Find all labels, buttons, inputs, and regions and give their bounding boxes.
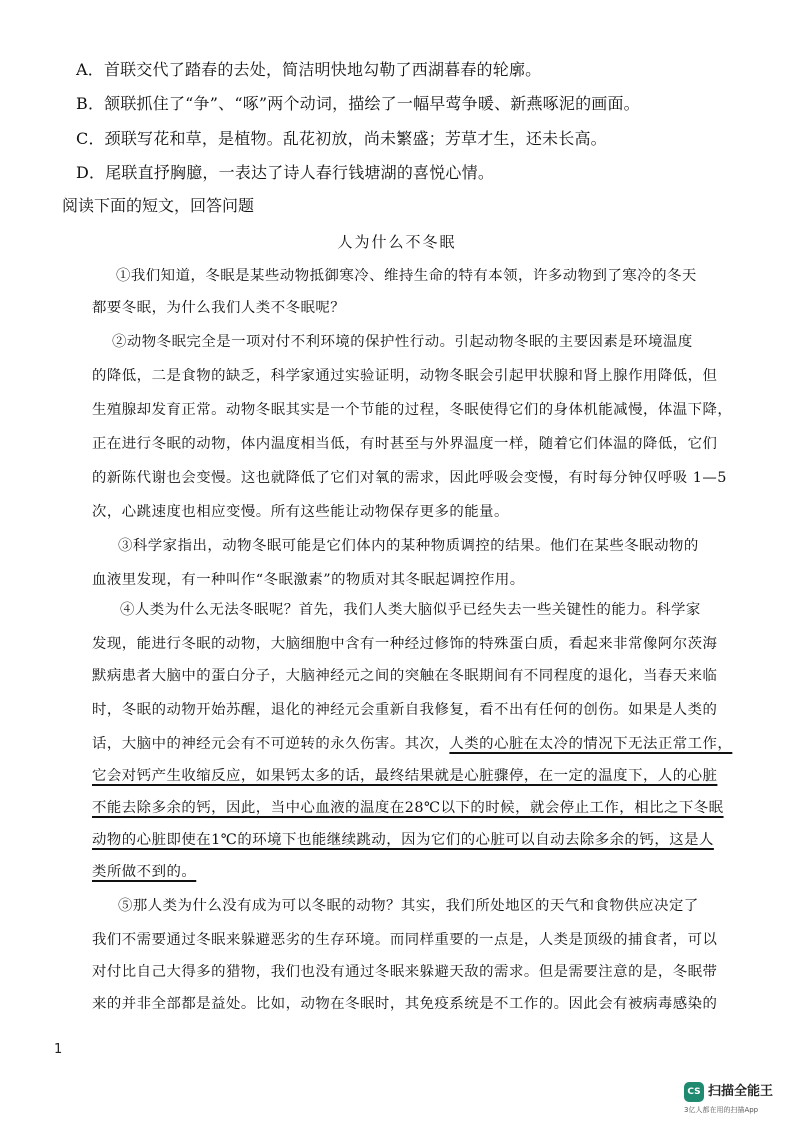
page-number: 1: [54, 1042, 63, 1057]
option-b: B．颔联抓住了“争”、“啄”两个动词，描绘了一幅早莺争暖、新燕啄泥的画面。: [76, 94, 640, 113]
article-title: 人为什么不冬眠: [337, 233, 457, 251]
underlined-passage-line-2: 它会对钙产生收缩反应，如果钙太多的话，最终结果就是心脏骤停，在一定的温度下，人的心脏: [92, 768, 718, 784]
underlined-passage-line-4: 动物的心脏即使在1℃的环境下也能继续跳动，因为它们的心脏可以自动去除多余的钙，这是人: [92, 832, 714, 848]
paragraph-4-line-5: [92, 734, 732, 754]
paragraph-4-line-5-plain: 话，大脑中的神经元会有不可逆转的永久伤害。其次，: [92, 736, 450, 752]
paragraph-2-line-4: 正在进行冬眠的动物，体内温度相当低，有时甚至与外界温度一样，随着它们体温的降低，它们: [92, 436, 718, 452]
underlined-passage-start: 人类的心脏在太冷的情况下无法正常工作，: [449, 736, 733, 752]
underlined-passage-line-3: 不能去除多余的钙，因此，当中心血液的温度在28℃以下的时候，就会停止工作，相比之下冬眠: [92, 800, 724, 816]
paragraph-4-line-2: 发现，能进行冬眠的动物，大脑细胞中含有一种经过修饰的特殊蛋白质，看起来非常像阿尔茨海: [92, 636, 718, 652]
paragraph-2-line-5: 的新陈代谢也会变慢。这也就降低了它们对氧的需求，因此呼吸会变慢，有时每分钟仅呼吸 1—5: [92, 470, 727, 486]
scanner-watermark: [684, 1078, 788, 1116]
underlined-passage-line-5: 类所做不到的。: [92, 864, 197, 880]
paragraph-3-line-1: ③科学家指出，动物冬眠可能是它们体内的某种物质调控的结果。他们在某些冬眠动物的: [118, 538, 699, 554]
paragraph-5-line-1: ⑤那人类为什么没有成为可以冬眠的动物？其实，我们所处地区的天气和食物供应决定了: [118, 898, 699, 914]
reading-instruction: 阅读下面的短文，回答问题: [62, 196, 255, 215]
option-c: C．颈联写花和草，是植物。乱花初放，尚未繁盛；芳草才生，还未长高。: [76, 129, 607, 148]
paragraph-1-line-2: 都要冬眠，为什么我们人类不冬眠呢？: [92, 300, 346, 316]
paragraph-5-line-3: 对付比自己大得多的猎物，我们也没有通过冬眠来躲避天敌的需求。但是需要注意的是，冬眠带: [92, 964, 718, 980]
paragraph-4-line-4: 时，冬眠的动物开始苏醒，退化的神经元会重新自我修复，看不出有任何的创伤。如果是人类的: [92, 702, 718, 718]
paragraph-2-line-2: 的降低，二是食物的缺乏，科学家通过实验证明，动物冬眠会引起甲状腺和肾上腺作用降低，但: [92, 368, 718, 384]
camscanner-logo-icon: CS: [684, 1082, 704, 1102]
watermark-app-name: 扫描全能王: [708, 1084, 774, 1099]
paragraph-2-line-1: ②动物冬眠完全是一项对付不利环境的保护性行动。引起动物冬眠的主要因素是环境温度: [112, 334, 693, 350]
option-d: D．尾联直抒胸臆，一表达了诗人春行钱塘湖的喜悦心情。: [76, 163, 495, 182]
watermark-tagline: 3亿人都在用的扫描App: [684, 1106, 759, 1114]
paragraph-2-line-3: 生殖腺却发育正常。动物冬眠其实是一个节能的过程，冬眠使得它们的身体机能减慢，体温下降，: [92, 402, 733, 418]
option-a: A．首联交代了踏春的去处，简洁明快地勾勒了西湖暮春的轮廓。: [76, 60, 542, 79]
paragraph-2-line-6: 次，心跳速度也相应变慢。所有这些能让动物保存更多的能量。: [92, 504, 509, 520]
paragraph-5-line-2: 我们不需要通过冬眠来躲避恶劣的生存环境。而同样重要的一点是，人类是顶级的捕食者，可以: [92, 932, 718, 948]
paragraph-4-line-3: 默病患者大脑中的蛋白分子，大脑神经元之间的突触在冬眠期间有不同程度的退化，当春天来临: [92, 668, 718, 684]
paragraph-1-line-1: ①我们知道，冬眠是某些动物抵御寒冷、维持生命的特有本领，许多动物到了寒冷的冬天: [116, 268, 697, 284]
paragraph-3-line-2: 血液里发现，有一种叫作“冬眠激素”的物质对其冬眠起调控作用。: [92, 572, 525, 588]
paragraph-4-line-1: ④人类为什么无法冬眠呢？首先，我们人类大脑似乎已经失去一些关键性的能力。科学家: [120, 602, 701, 618]
paragraph-5-line-4: 来的并非全部都是益处。比如，动物在冬眠时，其免疫系统是不工作的。因此会有被病毒感染的: [92, 996, 718, 1012]
